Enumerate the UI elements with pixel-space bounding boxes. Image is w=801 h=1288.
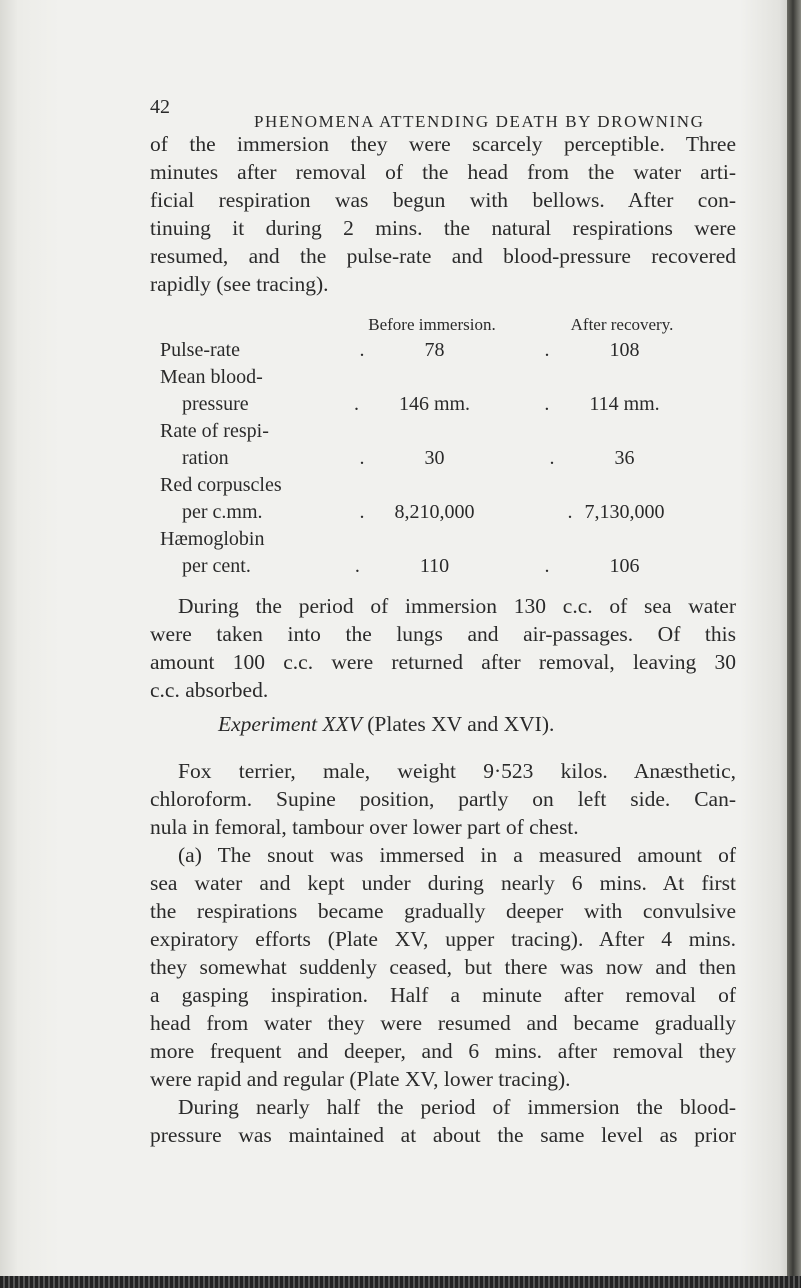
row-label: Rate of respi-: [160, 420, 269, 442]
leader-dot: .: [549, 447, 555, 469]
text-line: ficial respiration was begun with bellows. After con-: [150, 188, 736, 212]
leader-dot: .: [359, 501, 365, 523]
value-after: 106: [609, 555, 640, 577]
text-line: chloroform. Supine position, partly on left side. Can-: [150, 787, 736, 811]
text-line: pressure was maintained at about the same level as prior: [150, 1123, 736, 1147]
table-row: [160, 443, 717, 470]
text-line: head from water they were resumed and became gradually: [150, 1011, 736, 1035]
row-label: Hæmoglobin: [160, 528, 265, 550]
value-after: 108: [609, 339, 640, 361]
leader-dot: .: [544, 393, 550, 415]
text-line: sea water and kept under during nearly 6 mins. At first: [150, 871, 736, 895]
page-bottom-edge: [0, 1276, 801, 1288]
text-line: were taken into the lungs and air-passages. Of this: [150, 622, 736, 646]
text-line: expiratory efforts (Plate XV, upper tracing). After 4 mins.: [150, 927, 736, 951]
value-before: 8,210,000: [394, 501, 475, 523]
text-line: nula in femoral, tambour over lower part of chest.: [150, 815, 579, 839]
text-line: c.c. absorbed.: [150, 678, 269, 702]
experiment-plates: (Plates XV and XVI).: [361, 712, 555, 736]
text-line: a gasping inspiration. Half a minute after removal of: [150, 983, 736, 1007]
value-before: 110: [419, 555, 450, 577]
value-before: 146 mm.: [398, 393, 471, 415]
text-line: amount 100 c.c. were returned after removal, leaving 30: [150, 650, 736, 674]
row-label: ration: [182, 447, 229, 469]
experiment-title: Experiment XXV: [218, 712, 362, 736]
text-line: the respirations became gradually deeper with convulsive: [150, 899, 736, 923]
table-row: [160, 470, 717, 497]
row-label: Red corpuscles: [160, 474, 282, 496]
table-row: [160, 335, 717, 362]
value-after: 36: [614, 447, 635, 469]
leader-dot: .: [544, 555, 550, 577]
table-row: [160, 416, 717, 443]
value-before: 30: [424, 447, 445, 469]
text-line: tinuing it during 2 mins. the natural respirations were: [150, 216, 736, 240]
text-line: During nearly half the period of immersion the blood-: [178, 1095, 736, 1119]
text-line: of the immersion they were scarcely perceptible. Three: [150, 132, 736, 156]
text-line: they somewhat suddenly ceased, but there was now and then: [150, 955, 736, 979]
header-after-recovery: After recovery.: [570, 315, 674, 334]
text-line: (a) The snout was immersed in a measured amount of: [178, 843, 736, 867]
value-after: 7,130,000: [584, 501, 665, 523]
text-line: rapidly (see tracing).: [150, 272, 329, 296]
table-row: [160, 497, 717, 524]
leader-dot: .: [359, 339, 365, 361]
header-before-immersion: Before immersion.: [368, 315, 496, 334]
table-row: [160, 362, 717, 389]
text-line: During the period of immersion 130 c.c. of sea water: [178, 594, 736, 618]
row-label: pressure: [182, 393, 249, 415]
row-label: per c.mm.: [182, 501, 263, 523]
results-table: [160, 308, 717, 578]
row-label: Pulse-rate: [160, 339, 240, 361]
leader-dot: .: [567, 501, 573, 523]
leader-dot: .: [354, 555, 360, 577]
table-row: [160, 551, 717, 578]
leader-dot: .: [544, 339, 550, 361]
page-number: 42: [150, 96, 170, 118]
text-line: more frequent and deeper, and 6 mins. after removal they: [150, 1039, 736, 1063]
value-after: 114 mm.: [589, 393, 660, 415]
row-label: Mean blood-: [160, 366, 263, 388]
text-line: were rapid and regular (Plate XV, lower tracing).: [150, 1067, 571, 1091]
text-line: minutes after removal of the head from the water arti-: [150, 160, 736, 184]
paragraph-intro: [150, 130, 736, 298]
experiment-heading: [218, 712, 554, 737]
text-line: Fox terrier, male, weight 9·523 kilos. Anæsthetic,: [178, 759, 736, 783]
table-header-row: [160, 308, 717, 335]
paragraph-sea-water: [150, 592, 736, 704]
paragraph-experiment: [150, 757, 736, 1149]
table-row: [160, 524, 717, 551]
running-title: PHENOMENA ATTENDING DEATH BY DROWNING: [254, 112, 705, 131]
table-row: [160, 389, 717, 416]
book-spine: [787, 0, 801, 1288]
leader-dot: .: [359, 447, 365, 469]
leader-dot: .: [353, 393, 359, 415]
value-before: 78: [424, 339, 445, 361]
row-label: per cent.: [182, 555, 251, 577]
text-line: resumed, and the pulse-rate and blood-pressure recovered: [150, 244, 736, 268]
